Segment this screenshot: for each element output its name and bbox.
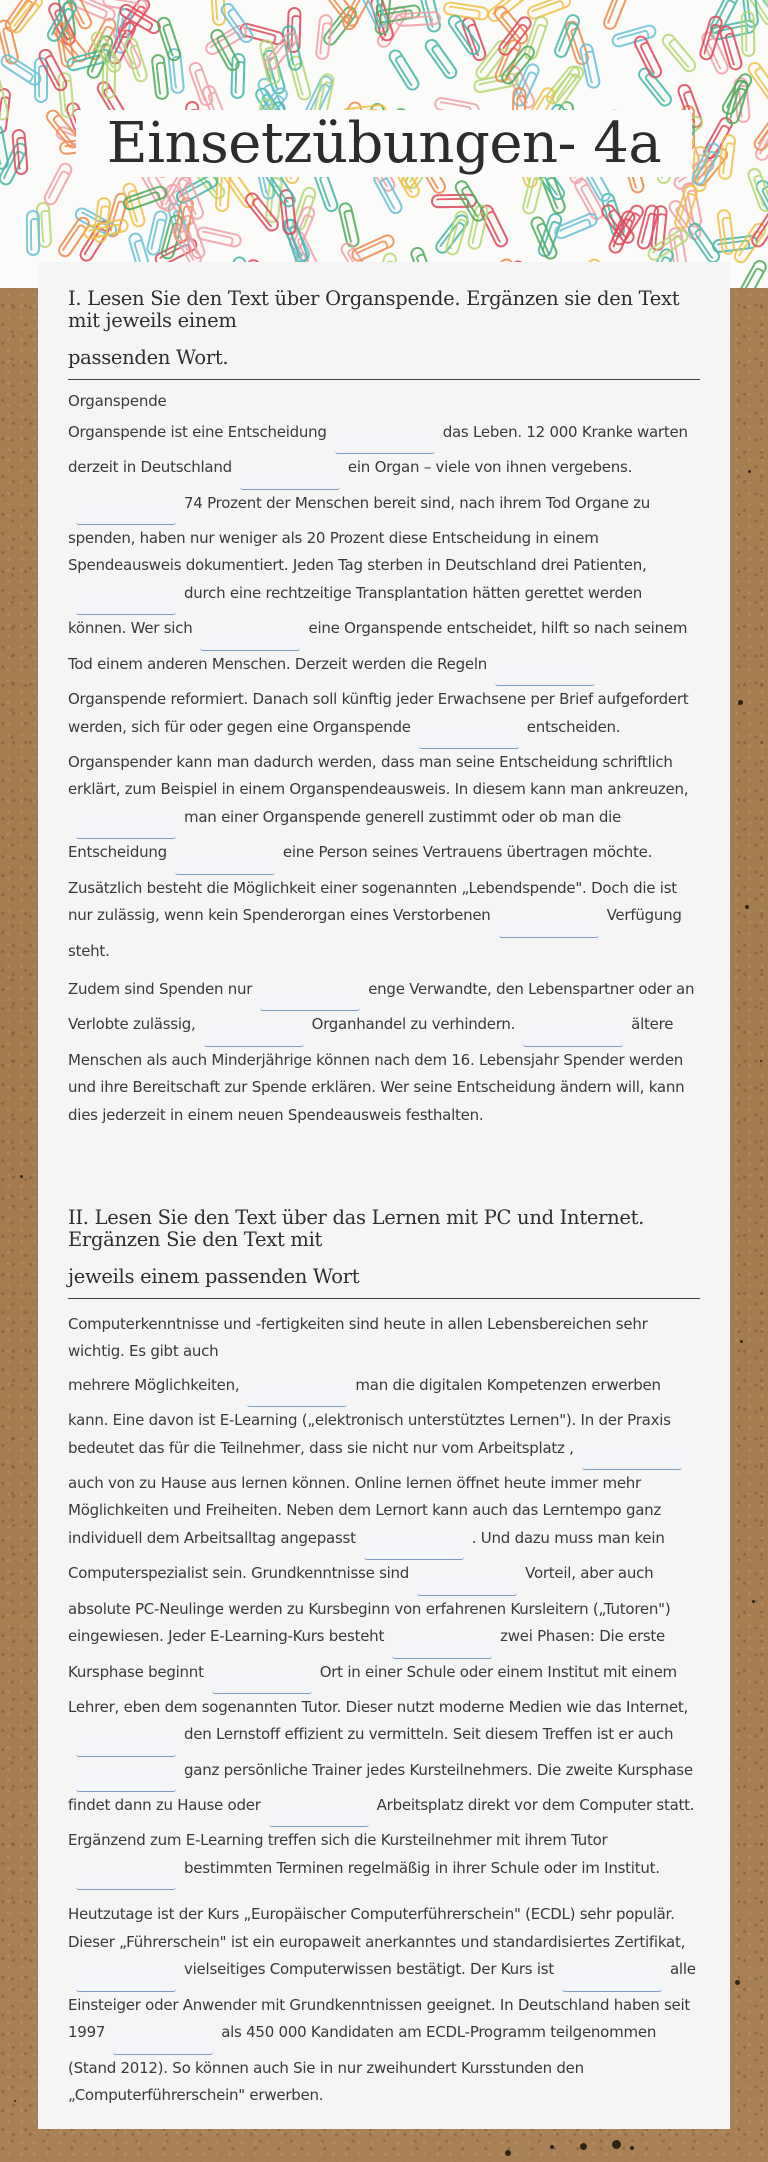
text-fragment: Organhandel zu verhindern.	[311, 1015, 516, 1034]
text-heading-organspende: Organspende	[68, 392, 167, 410]
section-2-title-continued: jeweils einem passenden Wort	[68, 1264, 360, 1288]
text-fragment: Organspende reformiert. Danach soll künftig jeder Erwachsene per Brief aufgefordert werden, sich für oder gegen eine Organspende	[68, 689, 689, 736]
speckle	[580, 2143, 587, 2150]
text-fragment: Verfügung steht.	[68, 906, 682, 960]
text-fragment: bestimmten Terminen regelmäßig in ihrer Schule oder im Institut.	[184, 1858, 660, 1877]
blank-2-5[interactable]	[392, 1637, 492, 1659]
section-lernen-pc	[68, 1207, 700, 2110]
text-fragment: entscheiden. Organspender kann man dadurch werden, dass man seine Entscheidung schriftlich erklärt, zum Beispiel in einem Organspendeausweis. In diesem kann man ankreuzen,	[68, 717, 689, 799]
text-fragment: Organspende ist eine Entscheidung	[68, 423, 327, 441]
text-fragment: . Und dazu muss man kein Computerspezialist sein. Grundkenntnisse sind	[68, 1529, 665, 1583]
blank-1-6[interactable]	[495, 664, 595, 686]
paperclip-icon	[659, 31, 699, 75]
paperclip-icon	[386, 47, 422, 93]
blank-1-4[interactable]	[76, 593, 176, 615]
text-fragment: das Leben. 12 000 Kranke warten derzeit in Deutschland	[68, 423, 688, 477]
blank-1-9[interactable]	[175, 853, 275, 875]
blank-1-5[interactable]	[200, 629, 300, 651]
text-fragment: Heutzutage ist der Kurs „Europäischer Computerführerschein" (ECDL) sehr populär. Dieser „Führerschein" ist ein europaweit anerkanntes und standardisiertes Zertifikat,	[68, 1905, 686, 1951]
section-1-title: I. Lesen Sie den Text über Organspende. Ergänzen sie den Text mit jeweils einem	[68, 287, 680, 332]
text-fragment: den Lernstoff effizient zu vermitteln. Seit diesem Treffen ist er auch	[184, 1725, 674, 1744]
blank-2-3[interactable]	[364, 1538, 464, 1560]
text-fragment: mehrere Möglichkeiten,	[68, 1375, 240, 1394]
paperclip-icon	[26, 210, 40, 256]
blank-2-12[interactable]	[562, 1970, 662, 1992]
text-fragment: man einer Organspende generell zustimmt oder ob man die Entscheidung	[68, 808, 622, 862]
section-organspende	[68, 288, 700, 1130]
speckle	[505, 2150, 511, 2156]
text-fragment: enge Verwandte, den Lebenspartner oder an Verlobte zulässig,	[68, 980, 695, 1034]
section-1-paragraph-1	[68, 419, 700, 965]
blank-1-2[interactable]	[240, 468, 340, 490]
blank-2-13[interactable]	[113, 2033, 213, 2055]
paperclip-icon	[578, 42, 602, 90]
paperclip-icon	[11, 129, 29, 176]
section-2-paragraph-2	[68, 1901, 700, 2110]
blank-1-1[interactable]	[335, 432, 435, 454]
title-box	[76, 110, 692, 177]
speckle	[740, 1340, 743, 1343]
section-spacer	[68, 1141, 700, 1207]
paperclip-icon	[314, 14, 333, 61]
blank-1-10[interactable]	[499, 916, 599, 938]
paperclip-icon	[740, 11, 755, 57]
blank-2-8[interactable]	[76, 1770, 176, 1792]
section-2-title: II. Lesen Sie den Text über das Lernen mit PC und Internet. Ergänzen Sie den Text mit	[68, 1205, 645, 1251]
speckle	[630, 2146, 634, 2150]
blank-1-7[interactable]	[419, 727, 519, 749]
speckle	[20, 1175, 23, 1178]
text-fragment: Zudem sind Spenden nur	[68, 980, 253, 999]
header-banner	[0, 0, 768, 288]
section-2-intro: Computerkenntnisse und -fertigkeiten sind heute in allen Lebensbereichen sehr wichtig. Es gibt auch	[68, 1314, 648, 1361]
text-fragment: 74 Prozent der Menschen bereit sind, nach ihrem Tod Organe zu spenden, haben nur weniger als 20 Prozent diese Entscheidung in einem Spendeausweis dokumentiert. Jeden Tag sterben in Deutschland drei Patienten,	[68, 493, 651, 575]
paperclip-icon	[395, 11, 442, 27]
text-fragment: eine Organspende entscheidet, hilft so nach seinem Tod einem anderen Menschen. Derzeit werden die Regeln	[68, 619, 688, 673]
text-fragment: durch eine rechtzeitige Transplantation hätten gerettet werden können. Wer sich	[68, 584, 643, 638]
text-fragment: alle Einsteiger oder Anwender mit Grundkenntnissen geeignet. In Deutschland haben seit 1997	[68, 1960, 696, 2042]
section-1-paragraph-2	[68, 976, 700, 1129]
speckle	[14, 2100, 16, 2102]
blank-2-11[interactable]	[76, 1970, 176, 1992]
text-fragment: auch von zu Hause aus lernen können. Online lernen öffnet heute immer mehr Möglichkeiten und Freiheiten. Neben dem Lernort kann auch das Lerntempo ganz individuell dem Arbeitsalltag angepasst	[68, 1473, 662, 1548]
blank-2-7[interactable]	[76, 1735, 176, 1757]
speckle	[760, 1060, 762, 1062]
text-fragment: Ort in einer Schule oder einem Institut mit einem Lehrer, eben dem sogenannten Tutor. Dieser nutzt moderne Medien wie das Internet,	[68, 1662, 689, 1716]
paperclip-icon	[601, 0, 631, 32]
section-1-divider	[68, 379, 700, 380]
paperclip-icon	[7, 0, 47, 36]
blank-1-13[interactable]	[523, 1025, 623, 1047]
section-2-divider	[68, 1298, 700, 1299]
blank-1-11[interactable]	[260, 989, 360, 1011]
speckle	[752, 1600, 755, 1603]
blank-1-8[interactable]	[76, 817, 176, 839]
paperclip-icon	[751, 108, 768, 153]
blank-2-1[interactable]	[247, 1385, 347, 1407]
text-fragment: Vorteil, aber auch absolute PC-Neulinge werden zu Kursbeginn von erfahrenen Kursleitern („Tutoren") eingewiesen. Jeder E-Learning-Kurs besteht	[68, 1564, 671, 1646]
text-fragment: zwei Phasen: Die erste Kursphase beginnt	[68, 1627, 666, 1681]
blank-1-3[interactable]	[76, 503, 176, 525]
text-fragment: ganz persönliche Trainer jedes Kursteilnehmers. Die zweite Kursphase findet dann zu Hause oder	[68, 1760, 693, 1815]
text-fragment: Arbeitsplatz direkt vor dem Computer statt. Ergänzend zum E-Learning treffen sich die Kursteilnehmer mit ihrem Tutor	[68, 1796, 695, 1850]
blank-2-2[interactable]	[582, 1448, 682, 1470]
text-fragment: als 450 000 Kandidaten am ECDL-Programm teilgenommen (Stand 2012). So können auch Sie in nur zweihundert Kursstunden den „Computerführerschein" erwerben.	[68, 2023, 657, 2105]
text-fragment: vielseitiges Computerwissen bestätigt. Der Kurs ist	[184, 1960, 554, 1979]
text-fragment: ältere Menschen als auch Minderjährige können nach dem 16. Lebensjahr Spender werden und ihre Bereitschaft zur Spende erklären. Wer seine Entscheidung ändern will, kann dies jederzeit in einem neuen Spendeausweis festhalten.	[68, 1015, 685, 1124]
section-2-paragraph-1	[68, 1372, 700, 1891]
text-fragment: ein Organ – viele von ihnen vergebens.	[347, 458, 633, 477]
speckle	[612, 2140, 621, 2149]
text-fragment: eine Person seines Vertrauens übertragen möchte. Zusätzlich besteht die Möglichkeit einer sogenannten „Lebendspende". Doch die ist nur zulässig, wenn kein Spenderorgan eines Verstorbenen	[68, 843, 677, 925]
speckle	[748, 470, 751, 473]
blank-1-12[interactable]	[204, 1025, 304, 1047]
section-1-title-continued: passenden Wort.	[68, 346, 229, 369]
paperclip-icon	[422, 36, 460, 82]
speckle	[550, 2145, 554, 2149]
paperclip-icon	[41, 160, 74, 207]
page-title: Einsetzübungen- 4a	[106, 111, 662, 176]
worksheet-card	[38, 262, 730, 2129]
blank-2-6[interactable]	[212, 1672, 312, 1694]
text-fragment: man die digitalen Kompetenzen erwerben kann. Eine davon ist E-Learning („elektronisch unterstütztes Lernen"). In der Praxis bedeutet das für die Teilnehmer, dass sie nicht nur vom Arbeitsplatz ,	[68, 1375, 671, 1457]
paperclip-icon	[746, 166, 768, 214]
speckle	[735, 1980, 740, 1985]
speckle	[738, 700, 743, 705]
blank-2-9[interactable]	[269, 1805, 369, 1827]
blank-2-4[interactable]	[417, 1574, 517, 1596]
blank-2-10[interactable]	[76, 1868, 176, 1890]
speckle	[745, 905, 749, 909]
